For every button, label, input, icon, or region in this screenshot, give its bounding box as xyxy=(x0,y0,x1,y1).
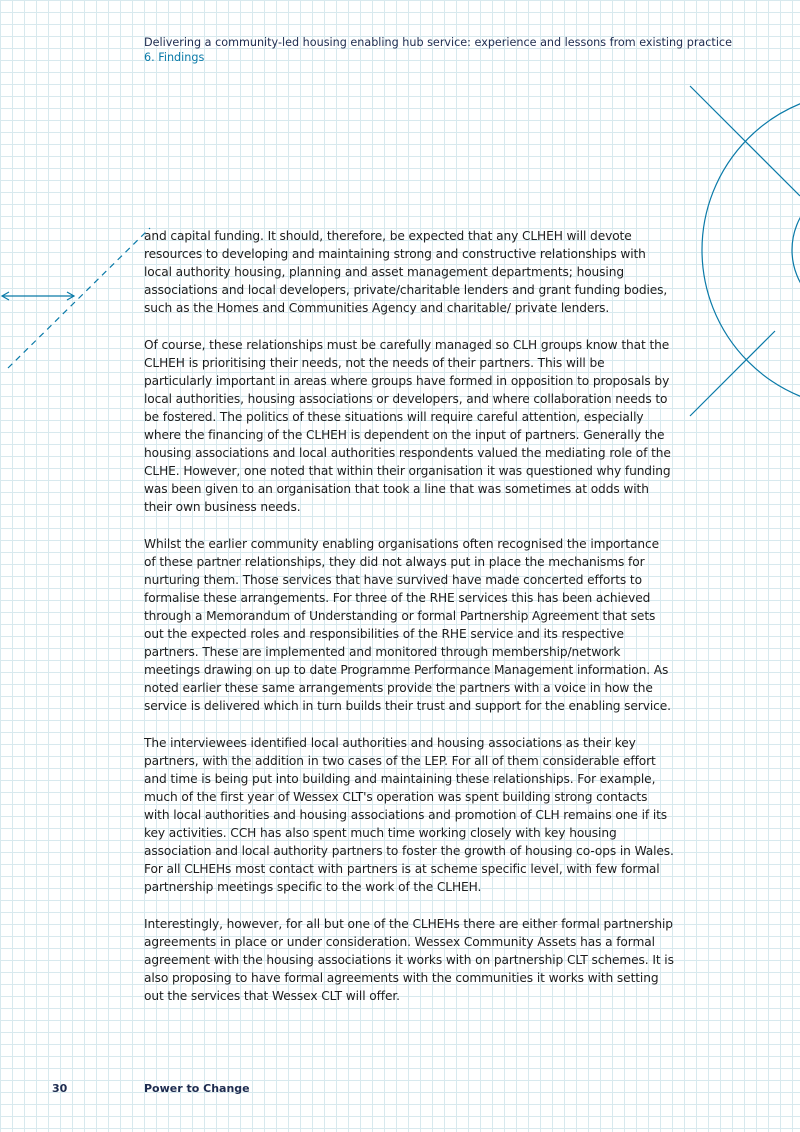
decorative-circle-large xyxy=(702,92,800,408)
paragraph: The interviewees identified local authorities and housing associations as their key partners, with the addition in two cases of the LEP. For all of them considerable effort and time is being put into building and maintaining these relationships. For example, much of the first year of Wessex CLT's operation was spent building strong contacts with local authorities and housing associations and promotion of CLH remains one if its key activities. CCH has also spent much time working closely with key housing association and local authority partners to foster the growth of housing co-ops in Wales. For all CLHEHs most contact with partners is at scheme specific level, with few formal partnership meetings specific to the work of the CLHEH. xyxy=(144,735,674,895)
page-number: 30 xyxy=(52,1082,68,1095)
decorative-circle-small xyxy=(792,182,800,318)
document-title: Delivering a community-led housing enabling hub service: experience and lessons from existing practice xyxy=(144,36,732,49)
arrow-head-right xyxy=(67,292,74,300)
arrow-head-left xyxy=(2,292,9,300)
running-header xyxy=(144,36,764,65)
decorative-cross-line-1 xyxy=(690,86,800,196)
decorative-cross-line-2 xyxy=(690,331,775,416)
publisher-name: Power to Change xyxy=(144,1082,250,1095)
section-label: 6. Findings xyxy=(144,50,205,64)
dashed-diagonal-line xyxy=(8,228,150,368)
paragraph: Whilst the earlier community enabling organisations often recognised the importance of these partner relationships, they did not always put in place the mechanisms for nurturing them. Those services that have survived have made concerted efforts to formalise these arrangements. For three of the RHE services this has been achieved through a Memorandum of Understanding or formal Partnership Agreement that sets out the expected roles and responsibilities of the RHE service and its respective partners. These are implemented and monitored through membership/network meetings drawing on up to date Programme Performance Management information. As noted earlier these same arrangements provide the partners with a voice in how the service is delivered which in turn builds their trust and support for the enabling service. xyxy=(144,536,671,714)
paragraph: Interestingly, however, for all but one of the CLHEHs there are either formal partnership agreements in place or under consideration. Wessex Community Assets has a formal agreement with the housing associations it works with on partnership CLT schemes. It is also proposing to have formal agreements with the communities it works with setting out the services that Wessex CLT will offer. xyxy=(144,916,674,1003)
paragraph: Of course, these relationships must be carefully managed so CLH groups know that the CLHEH is prioritising their needs, not the needs of their partners. This will be particularly important in areas where groups have formed in opposition to proposals by local authorities, housing associations or developers, and where collaboration needs to be fostered. The politics of these situations will require careful attention, especially where the financing of the CLHEH is dependent on the input of partners. Generally the housing associations and local authorities respondents valued the mediating role of the CLHE. However, one noted that within their organisation it was questioned why funding was been given to an organisation that took a line that was sometimes at odds with their own business needs. xyxy=(144,337,671,515)
body-text xyxy=(144,227,674,1023)
paragraph: and capital funding. It should, therefore, be expected that any CLHEH will devote resources to developing and maintaining strong and constructive relationships with local authority housing, planning and asset management departments; housing associations and local developers, private/charitable lenders and grant funding bodies, such as the Homes and Communities Agency and charitable/ private lenders. xyxy=(144,229,668,316)
